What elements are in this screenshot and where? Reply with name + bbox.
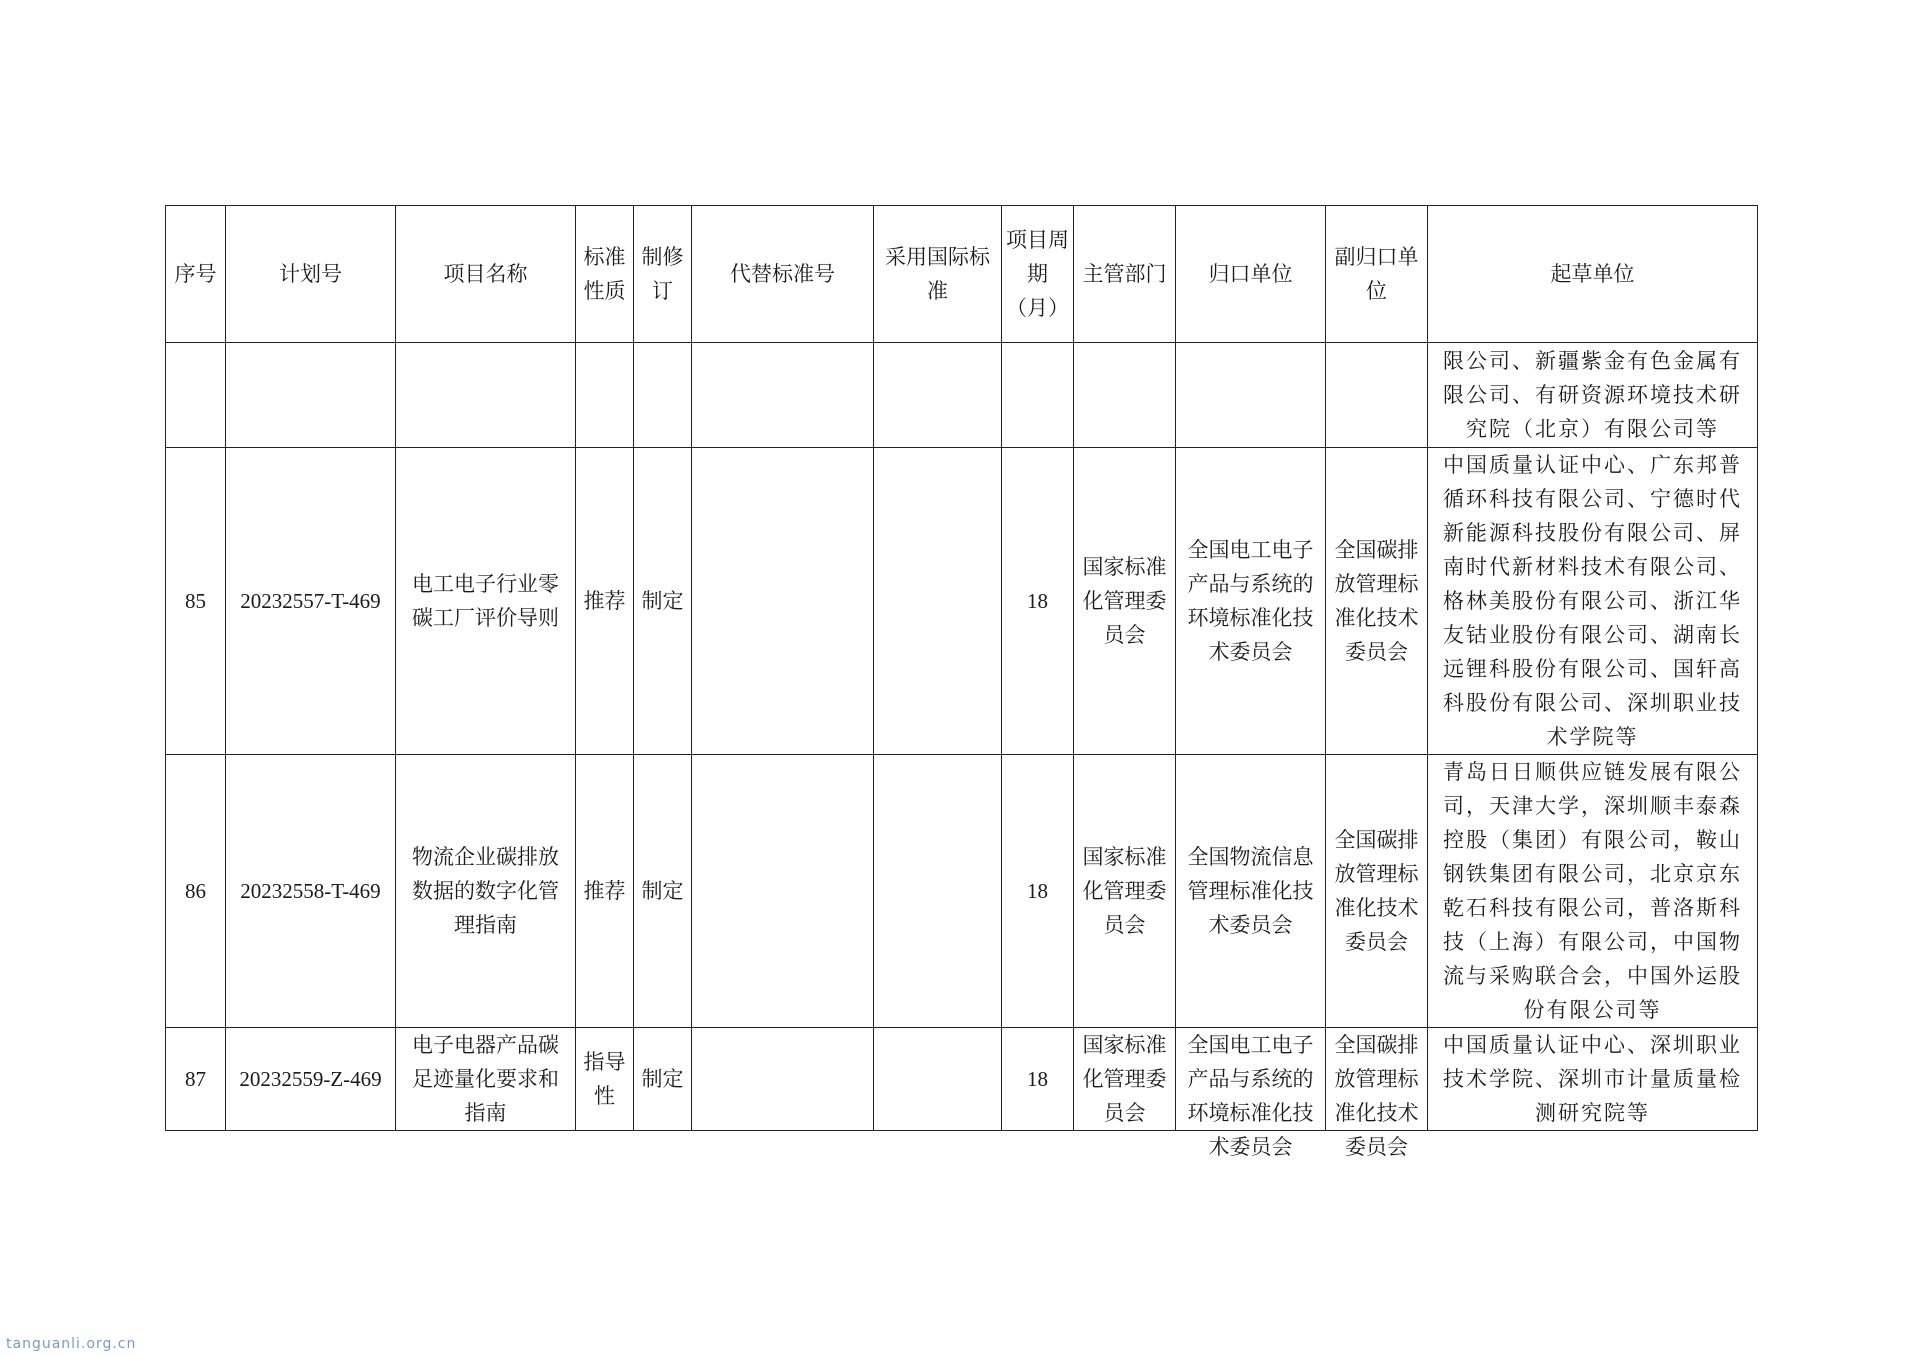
cell-replaced-standard [692,448,874,755]
header-plan-no: 计划号 [226,206,396,343]
cell-competent-department-text: 国家标准化管理委员会 [1082,1033,1167,1125]
cell-project-cycle: 18 [1002,755,1074,1028]
cell-drafting-units: 青岛日日顺供应链发展有限公司，天津大学，深圳顺丰泰森控股（集团）有限公司，鞍山钢铁集团有限公司，北京京东乾石科技有限公司，普洛斯科技（上海）有限公司，中国物流与采购联合会，中国外运股份有限公司等 [1428,755,1758,1028]
cell-seq: 87 [166,1028,226,1131]
cell-revision-type: 制定 [634,448,692,755]
cell-international-standard [874,1028,1002,1131]
cell-seq [166,343,226,448]
cell-standard-nature: 推荐 [576,755,634,1028]
cell-competent-department [1074,1028,1176,1131]
header-row [166,206,1758,343]
header-competent-department: 主管部门 [1074,206,1176,343]
cell-project-name: 物流企业碳排放数据的数字化管理指南 [396,755,576,1028]
cell-plan-no [226,343,396,448]
table-row [166,755,1758,1028]
header-project-cycle: 项目周期（月） [1002,206,1074,343]
cell-drafting-units: 中国质量认证中心、广东邦普循环科技有限公司、宁德时代新能源科技股份有限公司、屏南时代新材料技术有限公司、格林美股份有限公司、浙江华友钴业股份有限公司、湖南长远锂科股份有限公司、国轩高科股份有限公司、深圳职业技术学院等 [1428,448,1758,755]
cell-drafting-units: 限公司、新疆紫金有色金属有限公司、有研资源环境技术研究院（北京）有限公司等 [1428,343,1758,448]
cell-standard-nature: 指导性 [576,1028,634,1131]
cell-international-standard [874,343,1002,448]
watermark: tanguanli.org.cn [6,1336,137,1352]
table-row [166,448,1758,755]
cell-project-cycle: 18 [1002,448,1074,755]
cell-responsible-unit: 全国物流信息管理标准化技术委员会 [1176,755,1326,1028]
cell-deputy-unit [1326,343,1428,448]
cell-competent-department [1074,343,1176,448]
cell-revision-type: 制定 [634,755,692,1028]
cell-revision-type: 制定 [634,1028,692,1131]
cell-replaced-standard [692,1028,874,1131]
cell-responsible-unit-text: 全国电工电子产品与系统的环境标准化技术委员会 [1187,1033,1314,1159]
cell-international-standard [874,448,1002,755]
cell-revision-type [634,343,692,448]
header-project-name: 项目名称 [396,206,576,343]
cell-international-standard [874,755,1002,1028]
table-row [166,1028,1758,1131]
cell-project-name: 电子电器产品碳足迹量化要求和指南 [396,1028,576,1131]
cell-responsible-unit [1176,343,1326,448]
cell-competent-department: 国家标准化管理委员会 [1074,755,1176,1028]
cell-project-name: 电工电子行业零碳工厂评价导则 [396,448,576,755]
header-standard-nature: 标准性质 [576,206,634,343]
cell-responsible-unit: 全国电工电子产品与系统的环境标准化技术委员会 [1176,448,1326,755]
cell-deputy-unit: 全国碳排放管理标准化技术委员会 [1326,448,1428,755]
standards-plan-table [165,205,1758,1159]
cell-deputy-unit: 全国碳排放管理标准化技术委员会 [1326,755,1428,1028]
header-deputy-unit: 副归口单位 [1326,206,1428,343]
header-drafting-units: 起草单位 [1428,206,1758,343]
cell-replaced-standard [692,343,874,448]
cell-seq: 86 [166,755,226,1028]
cell-project-cycle: 18 [1002,1028,1074,1131]
cell-seq: 85 [166,448,226,755]
cell-plan-no: 20232557-T-469 [226,448,396,755]
cell-competent-department: 国家标准化管理委员会 [1074,448,1176,755]
cell-drafting-units: 中国质量认证中心、深圳职业技术学院、深圳市计量质量检测研究院等 [1428,1028,1758,1131]
header-international-standard: 采用国际标准 [874,206,1002,343]
table-row [166,343,1758,448]
cell-deputy-unit-text: 全国碳排放管理标准化技术委员会 [1334,1033,1419,1159]
cell-standard-nature [576,343,634,448]
cell-plan-no: 20232559-Z-469 [226,1028,396,1131]
header-replaced-standard: 代替标准号 [692,206,874,343]
cell-project-name [396,343,576,448]
header-seq: 序号 [166,206,226,343]
cell-deputy-unit [1326,1028,1428,1159]
cell-project-cycle [1002,343,1074,448]
header-responsible-unit: 归口单位 [1176,206,1326,343]
cell-responsible-unit [1176,1028,1326,1159]
cell-replaced-standard [692,755,874,1028]
cell-plan-no: 20232558-T-469 [226,755,396,1028]
header-revision-type: 制修订 [634,206,692,343]
cell-standard-nature: 推荐 [576,448,634,755]
